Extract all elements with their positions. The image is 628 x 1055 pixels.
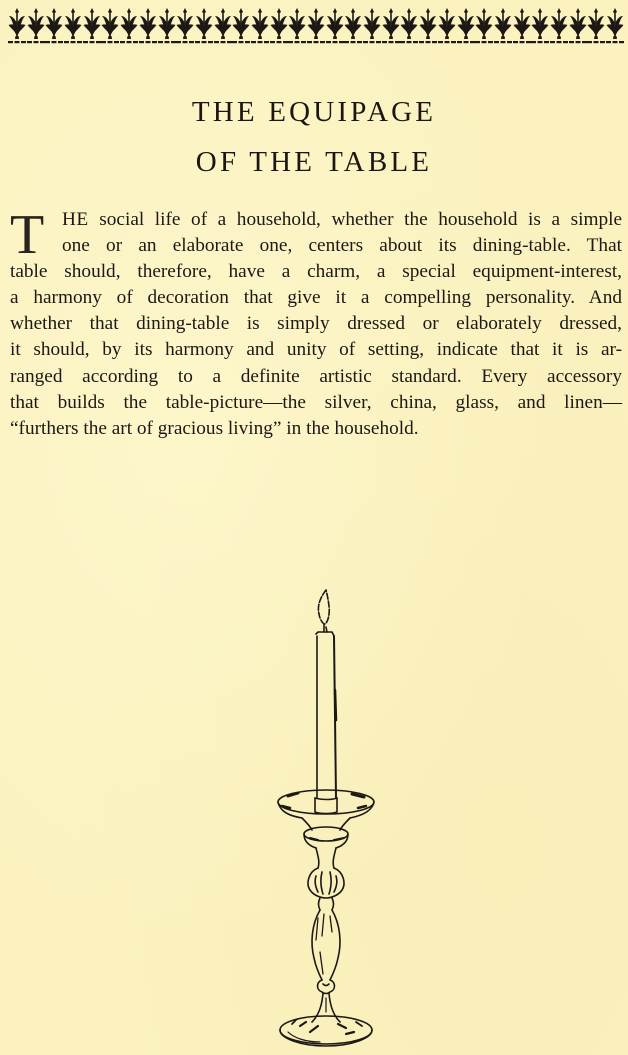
fleuron-icon [400,8,418,46]
fleuron-icon [232,8,250,46]
chapter-title-line-2: OF THE TABLE [195,146,433,178]
fleuron-icon [176,8,194,46]
text-line: table should, therefore, have a charm, a special equipment-interest, [10,261,622,283]
fleuron-icon [531,8,549,46]
fleuron-icon [120,8,138,46]
drop-cap: T [10,204,45,266]
text-line: one or an elaborate one, centers about its dining-table. That [62,235,622,257]
fleuron-icon [494,8,512,46]
fleuron-icon [101,8,119,46]
fleuron-icon [587,8,605,46]
fleuron-icon [251,8,269,46]
fleuron-icon [513,8,531,46]
text-line [10,207,622,233]
fleuron-icon [270,8,288,46]
fleuron-icon [8,8,26,46]
fleuron-icon [438,8,456,46]
fleuron-icon [83,8,101,46]
fleuron-icon [45,8,63,46]
fleuron-border [8,8,624,46]
text-line: whether that dining-table is simply dressed or elaborately dressed, [10,313,622,335]
fleuron-icon [64,8,82,46]
fleuron-icon [550,8,568,46]
fleuron-icon [288,8,306,46]
fleuron-icon [475,8,493,46]
fleuron-icon [307,8,325,46]
fleuron-icon [344,8,362,46]
fleuron-icon [382,8,400,46]
text-line: that builds the table-picture—the silver, china, glass, and linen— [10,391,622,413]
fleuron-icon [457,8,475,46]
candlestick-icon [260,580,390,1050]
chapter-title-line-1: THE EQUIPAGE [191,96,437,128]
text-line-content: social life of a household, whether the household is a simple [88,209,622,230]
fleuron-icon [363,8,381,46]
fleuron-icon [195,8,213,46]
fleuron-icon [606,8,624,46]
fleuron-icon [139,8,157,46]
fleuron-icon [158,8,176,46]
fleuron-icon [419,8,437,46]
text-line: it should, by its harmony and unity of setting, indicate that it is ar- [10,339,622,361]
fleuron-icon [214,8,232,46]
text-line: ranged according to a definite artistic standard. Every accessory [10,365,622,387]
fleuron-icon [27,8,45,46]
fleuron-icon [326,8,344,46]
text-line: a harmony of decoration that give it a compelling personality. And [10,287,622,309]
text-line: “furthers the art of gracious living” in the household. [10,417,419,439]
small-caps-lead: HE [62,209,89,230]
body-paragraph [10,204,622,442]
fleuron-icon [569,8,587,46]
